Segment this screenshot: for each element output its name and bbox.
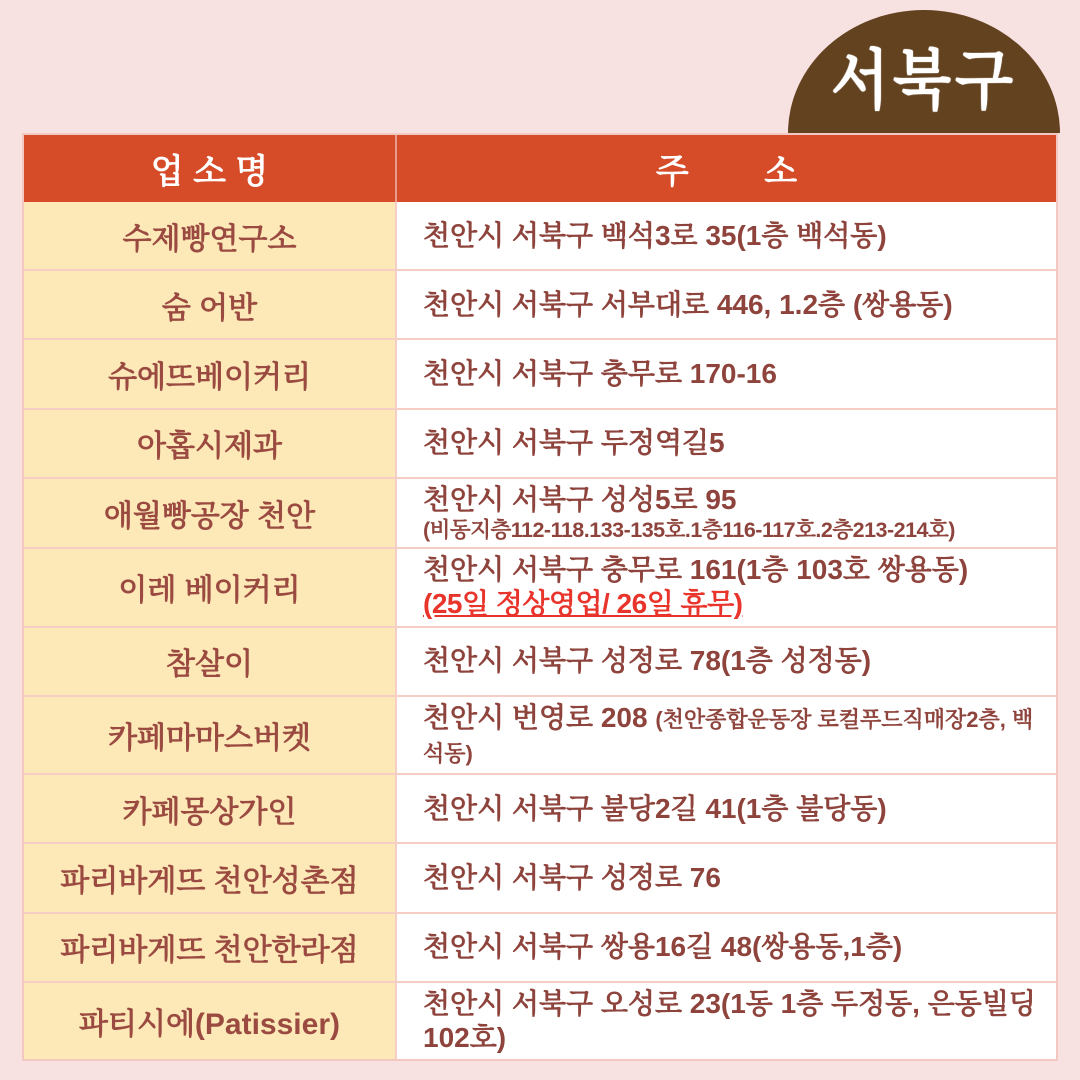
district-badge-label: 서북구 bbox=[831, 44, 1017, 117]
store-name-cell: 파리바게뜨 천안한라점 bbox=[24, 914, 397, 981]
table-row bbox=[24, 477, 1056, 547]
address-cell bbox=[397, 914, 1056, 981]
table-row bbox=[24, 338, 1056, 407]
store-name-cell: 파리바게뜨 천안성촌점 bbox=[24, 844, 397, 911]
table-row bbox=[24, 202, 1056, 269]
table-row bbox=[24, 408, 1056, 477]
table-row bbox=[24, 773, 1056, 842]
address-text: 천안시 서북구 백석3로 35(1층 백석동) bbox=[423, 219, 887, 251]
store-name-cell: 이레 베이커리 bbox=[24, 549, 397, 625]
address-text: 천안시 서북구 두정역길5 bbox=[423, 427, 725, 459]
header-address: 주 소 bbox=[655, 153, 798, 191]
store-name-cell: 카페마마스버켓 bbox=[24, 697, 397, 773]
address-cell bbox=[397, 271, 1056, 338]
store-name-cell: 파티시에(Patissier) bbox=[24, 983, 397, 1059]
address-cell bbox=[397, 410, 1056, 477]
address-detail-text: (천안종합운동장 로컬푸드직매장2층, 백석동) bbox=[423, 706, 1034, 766]
address-detail-line: (비동지층112-118.133-135호.1층116-117호.2층213-214호) bbox=[423, 518, 955, 543]
table-row bbox=[24, 912, 1056, 981]
address-cell bbox=[397, 697, 1056, 773]
address-cell bbox=[397, 844, 1056, 911]
table-body bbox=[24, 202, 1056, 1059]
address-cell bbox=[397, 340, 1056, 407]
store-name-cell: 슈에뜨베이커리 bbox=[24, 340, 397, 407]
district-badge bbox=[788, 10, 1060, 133]
table-row bbox=[24, 626, 1056, 695]
table-row bbox=[24, 981, 1056, 1059]
table-row bbox=[24, 842, 1056, 911]
store-name-cell: 참살이 bbox=[24, 628, 397, 695]
store-name-cell: 수제빵연구소 bbox=[24, 202, 397, 269]
address-text: 천안시 서북구 충무로 170-16 bbox=[423, 357, 777, 389]
address-cell bbox=[397, 628, 1056, 695]
table-row bbox=[24, 695, 1056, 773]
address-cell bbox=[397, 983, 1056, 1059]
store-name-cell: 아홉시제과 bbox=[24, 410, 397, 477]
header-store-name: 업 소 명 bbox=[24, 135, 397, 202]
store-table bbox=[22, 133, 1058, 1061]
table-header-row bbox=[24, 135, 1056, 202]
address-text: 천안시 서북구 성정로 78(1층 성정동) bbox=[423, 645, 872, 677]
address-cell bbox=[397, 479, 1056, 547]
store-name-cell: 카페몽상가인 bbox=[24, 775, 397, 842]
address-text: 천안시 서북구 쌍용16길 48(쌍용동,1층) bbox=[423, 931, 903, 963]
address-text: 천안시 서북구 성성5로 95 bbox=[423, 483, 737, 515]
store-name-cell: 숨 어반 bbox=[24, 271, 397, 338]
address-text: 천안시 번영로 208 (천안종합운동장 로컬푸드직매장2층, 백석동) bbox=[423, 701, 1034, 766]
address-cell bbox=[397, 775, 1056, 842]
address-cell bbox=[397, 549, 1056, 625]
address-text: 천안시 서북구 불당2길 41(1층 불당동) bbox=[423, 792, 887, 824]
table-row bbox=[24, 269, 1056, 338]
table-row bbox=[24, 547, 1056, 625]
address-text: 천안시 서북구 오성로 23(1동 1층 두정동, 은동빌딩 102호) bbox=[423, 987, 1036, 1053]
address-text: 천안시 서북구 충무로 161(1층 103호 쌍용동) bbox=[423, 554, 969, 586]
address-cell bbox=[397, 202, 1056, 269]
store-name-cell: 애월빵공장 천안 bbox=[24, 479, 397, 547]
address-text: 천안시 서북구 성정로 76 bbox=[423, 861, 721, 893]
address-text: 천안시 서북구 서부대로 446, 1.2층 (쌍용동) bbox=[423, 288, 953, 320]
holiday-notice-text: (25일 정상영업/ 26일 휴무) bbox=[423, 588, 743, 620]
